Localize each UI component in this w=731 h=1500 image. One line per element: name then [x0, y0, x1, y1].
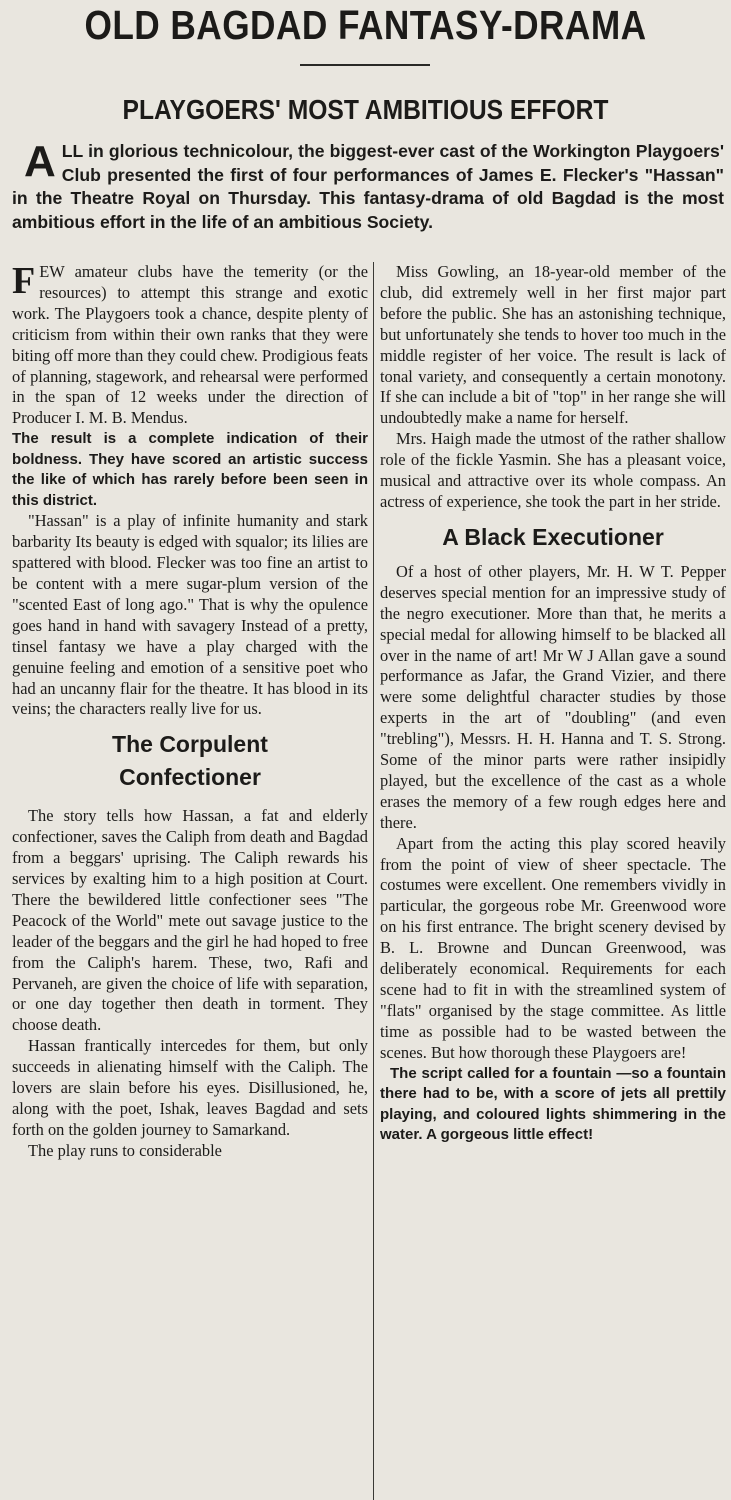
lead-drop-cap: A — [24, 137, 56, 186]
headline: OLD BAGDAD FANTASY-DRAMA — [84, 2, 647, 48]
right-paragraph-4: Apart from the acting this play scored heavily from the point of view of sheer spectacle. The costumes were excellent. One remembers vividly in particular, the gorgeous robe Mr. Greenwood wore on his first entrance. The bright scenery devised by B. L. Browne and Duncan Greenwood, was deliberately economical. Requirements for each scene had to fit in with the streamlined system of "flats" organised by the stage committee. As little time as possible had to be wasted between the scenes. But how thorough these Playgoers are! — [380, 833, 726, 1062]
crosshead-corpulent-confectioner — [12, 728, 368, 794]
headline-divider — [300, 64, 430, 66]
left-paragraph-6: The play runs to considerable — [28, 1140, 222, 1160]
left-paragraph-1-text: EW amateur clubs have the temerity (or the resources) to attempt this strange and exotic work. The Playgoers took a chance, despite plenty of criticism from within their own ranks that they were biting off more than they could chew. Prodigious feats of planning, stagework, and rehearsal were performed in the span of 12 weeks under the direction of Producer I. M. B. Mendus. — [12, 262, 368, 428]
lead-paragraph — [12, 137, 724, 234]
lead-text: LL in glorious technicolour, the biggest-ever cast of the Workington Playgoers' Club presented the first of four performances of James E. Flecker's "Hassan" in the Theatre Royal on Thursday. This fantasy-drama of old Bagdad is the most ambitious effort in the life of an ambitious Society. — [12, 141, 724, 232]
left-paragraph-3: "Hassan" is a play of infinite humanity and stark barbarity Its beauty is edged with squalor; its lilies are spattered with blood. Flecker was too fine an artist to be content with a mere sugar-plum version of the "scented East of long ago." That is why the opulence goes hand in hand with savagery Instead of a pretty, tinsel fantasy we have a play charged with the genuine feeling and emotion of a sensitive poet who had an uncanny flair for the theatre. It has blood in its veins; the characters really live for us. — [12, 511, 368, 719]
left-column — [12, 262, 368, 1500]
left-paragraph-4: The story tells how Hassan, a fat and elderly confectioner, saves the Caliph from death and Bagdad from a beggars' uprising. The Caliph rewards his services by exalting him to a high position at Court. There the bewildered little confectioner sees "The Peacock of the World" mete out savage justice to the leader of the beggars and the girl he had hoped to free from the Caliph's harem. These, two, Rafi and Pervaneh, are given the choice of life with separation, or one day together then death in torment. They choose death. — [12, 806, 368, 1035]
right-paragraph-5: The script called for a fountain —so a fountain there had to be, with a score of jets all prettily playing, and coloured lights shimmering in the water. A gorgeous little effect! — [380, 1064, 726, 1144]
crosshead-line-1: The Corpulent — [112, 731, 268, 758]
crosshead-black-executioner: A Black Executioner — [442, 523, 664, 550]
column-divider — [373, 262, 374, 1500]
left-paragraph-5: Hassan frantically intercedes for them, but only succeeds in alienating himself with the Caliph. The lovers are slain before his eyes. Disillusioned, he, along with the poet, Ishak, leaves Bagdad and sets forth on the golden journey to Samarkand. — [12, 1036, 368, 1139]
subheadline: PLAYGOERS' MOST AMBITIOUS EFFORT — [122, 94, 609, 125]
crosshead-line-2: Confectioner — [119, 764, 261, 791]
left-drop-cap: F — [12, 262, 36, 302]
right-column — [380, 262, 726, 1500]
right-paragraph-2: Mrs. Haigh made the utmost of the rather shallow role of the fickle Yasmin. She has a pleasant voice, musical and attractive over its whole compass. An actress of experience, she took the part in her stride. — [380, 429, 726, 511]
left-paragraph-1 — [12, 262, 368, 429]
right-paragraph-1: Miss Gowling, an 18-year-old member of the club, did extremely well in her first major part before the public. She has an astonishing technique, but unfortunately she tends to hover too much in the middle register of her voice. The result is lack of tonal variety, and consequently a certain monotony. If she can include a bit of "top" in her range she will undoubtedly make a name for herself. — [380, 262, 726, 428]
right-paragraph-3: Of a host of other players, Mr. H. W T. Pepper deserves special mention for an impressive study of the negro executioner. More than that, he merits a special medal for allowing himself to be blacked all over in the name of art! Mr W J Allan gave a sound performance as Jafar, the Grand Vizier, and there were some delightful character studies by those experts in the art of "doubling" (and even "trebling"), Messrs. H. H. Hanna and T. S. Strong. Some of the minor parts were rather insipidly played, but the excellence of the cast as a whole erases the memory of a few rough edges here and there. — [380, 561, 726, 832]
left-paragraph-2: The result is a complete indication of their boldness. They have scored an artistic success the like of which has rarely before been seen in this district. — [12, 430, 368, 509]
